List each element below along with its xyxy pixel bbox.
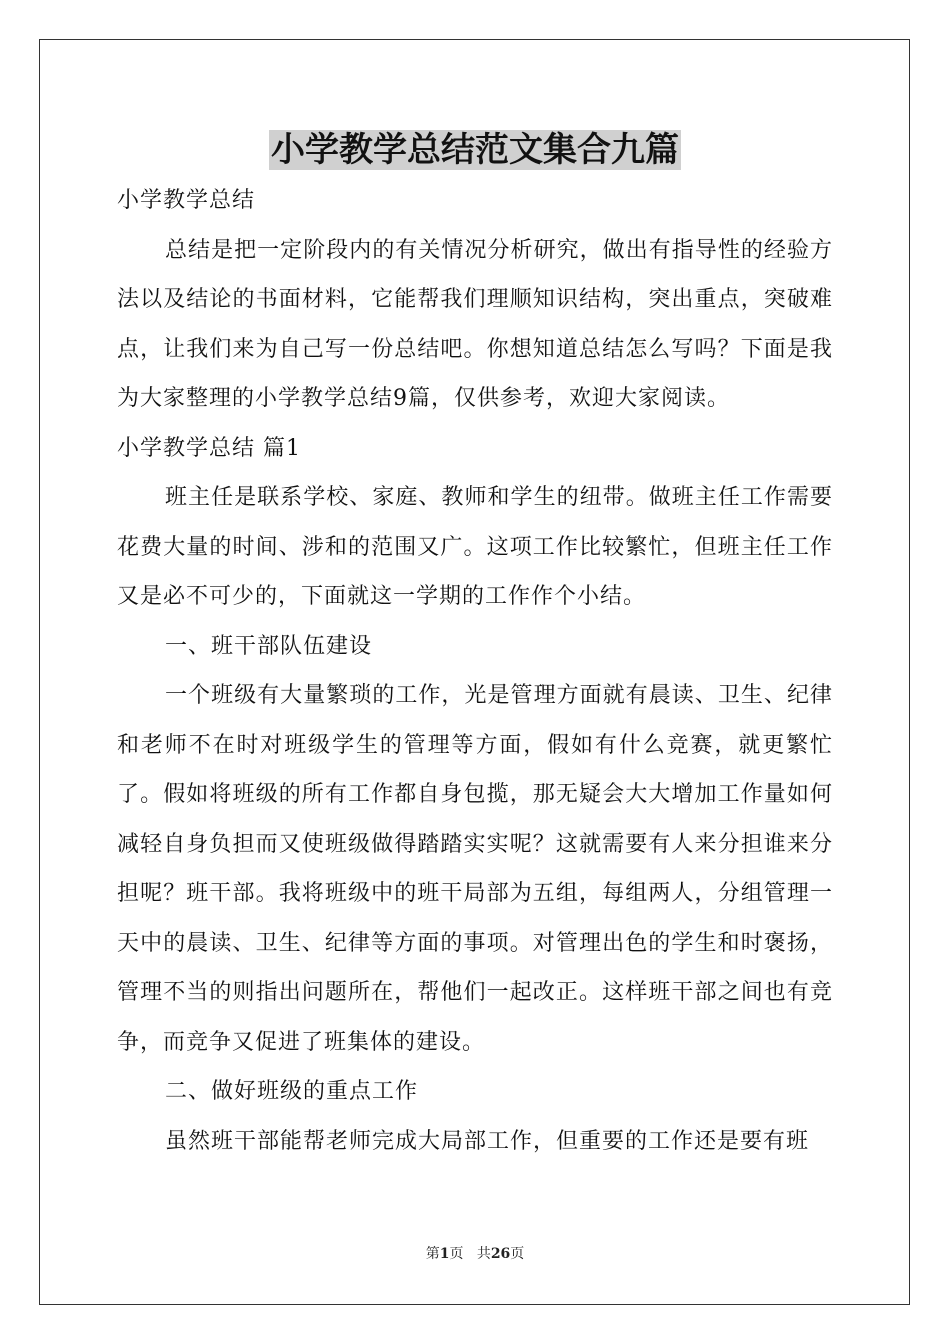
intro-paragraph: 总结是把一定阶段内的有关情况分析研究，做出有指导性的经验方法以及结论的书面材料，它能帮我们理顺知识结构，突出重点，突破难点，让我们来为自己写一份总结吧。你想知道总结怎么写吗？下面是我为大家整理的小学教学总结9篇，仅供参考，欢迎大家阅读。 [117,237,833,411]
section-heading: 小学教学总结 篇1 [117,435,301,461]
section-heading: 小学教学总结 [117,188,256,213]
document-title [0,126,950,174]
total-suffix: 页 [510,1246,525,1262]
page-prefix: 第 [425,1246,440,1262]
page-suffix: 页 [449,1246,464,1262]
page-footer [0,1243,950,1263]
subsection-heading: 二、做好班级的重点工作 [165,1079,419,1104]
subsection-heading: 一、班干部队伍建设 [165,633,373,659]
page-total: 26 [490,1246,511,1262]
page-current: 1 [439,1246,450,1262]
body-paragraph: 虽然班干部能帮老师完成大局部工作，但重要的工作还是要有班 [165,1128,810,1154]
body-paragraph: 一个班级有大量繁琐的工作，光是管理方面就有晨读、卫生、纪律和老师不在时对班级学生的管理等方面，假如有什么竞赛，就更繁忙了。假如将班级的所有工作都自身包揽，那无疑会大大增加工作量如何减轻自身负担而又使班级做得踏踏实实呢？这就需要有人来分担谁来分担呢？班干部。我将班级中的班干局部为五组，每组两人，分组管理一天中的晨读、卫生、纪律等方面的事项。对管理出色的学生和时褒扬，管理不当的则指出问题所在，帮他们一起改正。这样班干部之间也有竞争，而竞争又促进了班集体的建设。 [117,683,833,1055]
total-prefix: 共 [476,1246,491,1262]
document-title-text: 小学教学总结范文集合九篇 [271,130,679,170]
body-paragraph: 班主任是联系学校、家庭、教师和学生的纽带。做班主任工作需要花费大量的时间、涉和的范围又广。这项工作比较繁忙，但班主任工作又是必不可少的，下面就这一学期的工作作个小结。 [117,485,833,609]
document-body [117,176,833,1166]
